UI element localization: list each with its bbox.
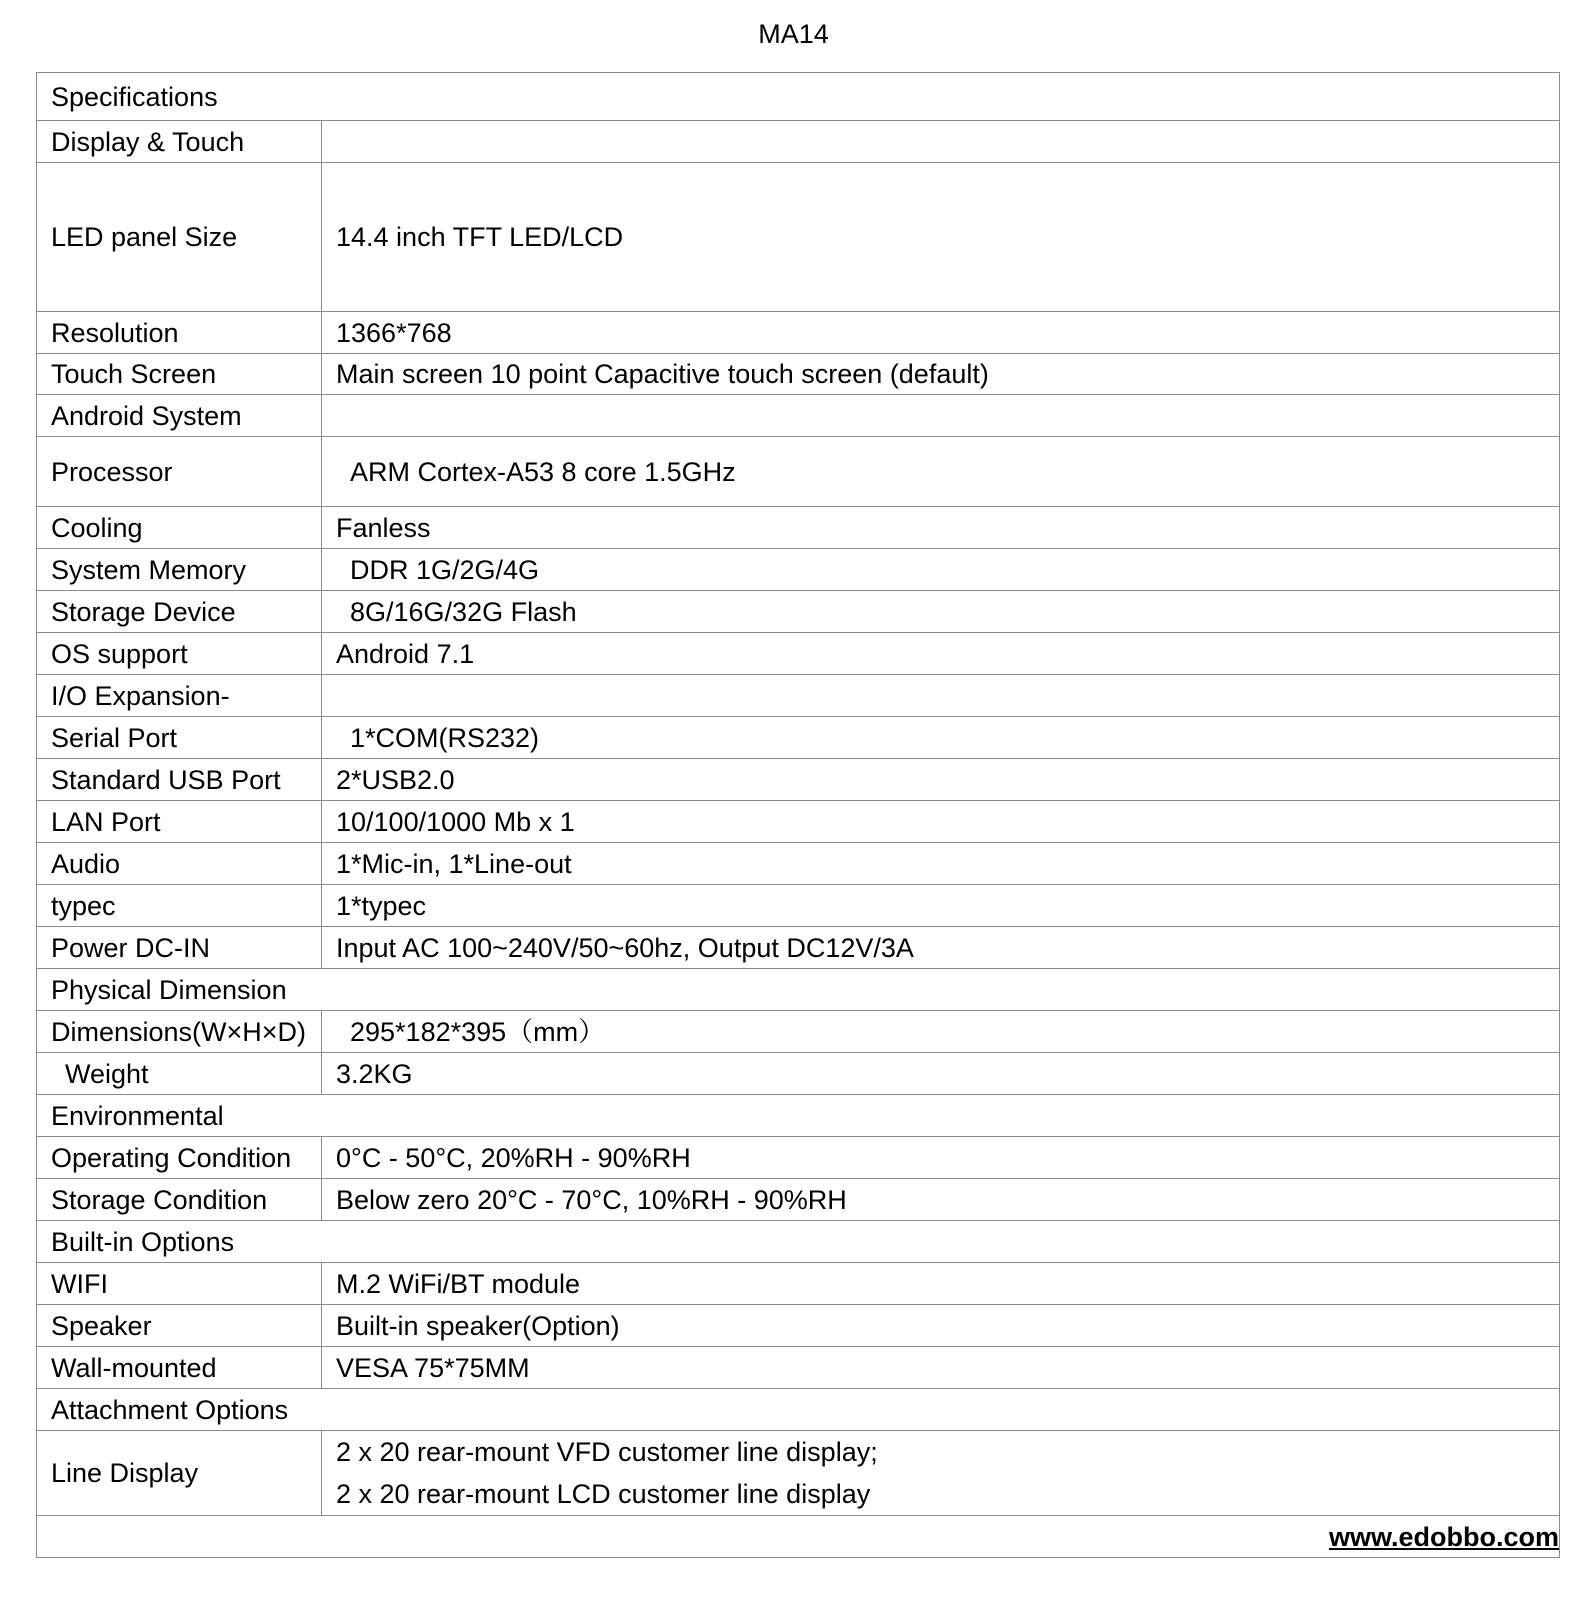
spec-label: Storage Device (37, 591, 322, 633)
table-row (37, 354, 1560, 395)
spec-label: Wall-mounted (37, 1347, 322, 1389)
spec-table (36, 72, 1560, 1558)
spec-value (322, 121, 1560, 163)
spec-value: Android 7.1 (322, 633, 1560, 675)
table-row (37, 163, 1560, 312)
table-row (37, 1053, 1560, 1095)
section-heading-environmental: Environmental (37, 1095, 1560, 1137)
spec-value: 1*Mic-in, 1*Line-out (322, 843, 1560, 885)
spec-value-line: 2 x 20 rear-mount VFD customer line display; (336, 1437, 878, 1467)
document-title: MA14 (758, 19, 829, 49)
spec-label: Standard USB Port (37, 759, 322, 801)
website-link[interactable]: www.edobbo.com (1328, 1521, 1559, 1552)
table-row (37, 437, 1560, 507)
spec-label: Dimensions(W×H×D) (37, 1011, 322, 1053)
spec-value: VESA 75*75MM (322, 1347, 1560, 1389)
spec-value: 1*typec (322, 885, 1560, 927)
spec-value: Built-in speaker(Option) (322, 1305, 1560, 1347)
section-heading-specifications: Specifications (37, 73, 1560, 121)
section-row-environmental (37, 1095, 1560, 1137)
spec-label: Cooling (37, 507, 322, 549)
table-row (37, 395, 1560, 437)
spec-label: Resolution (37, 312, 322, 354)
spec-label: Android System (37, 395, 322, 437)
spec-label: I/O Expansion- (37, 675, 322, 717)
spec-label: Line Display (37, 1431, 322, 1516)
spec-value: 1*COM(RS232) (322, 717, 1560, 759)
table-row (37, 885, 1560, 927)
table-row (37, 549, 1560, 591)
table-row (37, 1347, 1560, 1389)
spec-value: 10/100/1000 Mb x 1 (322, 801, 1560, 843)
section-row-physical (37, 969, 1560, 1011)
table-row (37, 1179, 1560, 1221)
section-heading-builtin: Built-in Options (37, 1221, 1560, 1263)
spec-value: 2*USB2.0 (322, 759, 1560, 801)
spec-label: System Memory (37, 549, 322, 591)
spec-label: Weight (37, 1053, 322, 1095)
spec-value-multiline (322, 1431, 1560, 1516)
spec-label: Processor (37, 437, 322, 507)
table-row (37, 1137, 1560, 1179)
spec-value-line: 2 x 20 rear-mount LCD customer line display (336, 1479, 871, 1509)
spec-label: Touch Screen (37, 354, 322, 395)
table-row (37, 591, 1560, 633)
footer-cell (37, 1516, 1560, 1558)
section-row-specifications (37, 73, 1560, 121)
table-row (37, 717, 1560, 759)
table-row (37, 1011, 1560, 1053)
section-row-builtin (37, 1221, 1560, 1263)
spec-value: Main screen 10 point Capacitive touch screen (default) (322, 354, 1560, 395)
spec-label: LED panel Size (37, 163, 322, 312)
spec-label: LAN Port (37, 801, 322, 843)
spec-label: Speaker (37, 1305, 322, 1347)
spec-value: Input AC 100~240V/50~60hz, Output DC12V/3A (322, 927, 1560, 969)
spec-value: 14.4 inch TFT LED/LCD (322, 163, 1560, 312)
spec-value (322, 395, 1560, 437)
spec-label: typec (37, 885, 322, 927)
spec-label: OS support (37, 633, 322, 675)
table-row (37, 507, 1560, 549)
table-row (37, 1305, 1560, 1347)
table-row (37, 1431, 1560, 1516)
footer-row (37, 1516, 1560, 1558)
spec-label: Power DC-IN (37, 927, 322, 969)
spec-value: 295*182*395（mm） (322, 1011, 1560, 1053)
section-heading-physical: Physical Dimension (37, 969, 1560, 1011)
table-row (37, 633, 1560, 675)
spec-value: M.2 WiFi/BT module (322, 1263, 1560, 1305)
spec-label: WIFI (37, 1263, 322, 1305)
spec-value: 8G/16G/32G Flash (322, 591, 1560, 633)
table-row (37, 843, 1560, 885)
spec-value: 1366*768 (322, 312, 1560, 354)
spec-value: 3.2KG (322, 1053, 1560, 1095)
spec-value: ARM Cortex-A53 8 core 1.5GHz (322, 437, 1560, 507)
spec-label: Display & Touch (37, 121, 322, 163)
spec-value: DDR 1G/2G/4G (322, 549, 1560, 591)
spec-value: Below zero 20°C - 70°C, 10%RH - 90%RH (322, 1179, 1560, 1221)
section-row-attachment (37, 1389, 1560, 1431)
spec-label: Serial Port (37, 717, 322, 759)
spec-label: Operating Condition (37, 1137, 322, 1179)
table-row (37, 927, 1560, 969)
table-row (37, 312, 1560, 354)
spec-value: Fanless (322, 507, 1560, 549)
table-row (37, 1263, 1560, 1305)
section-heading-attachment: Attachment Options (37, 1389, 1560, 1431)
spec-value (322, 675, 1560, 717)
table-row (37, 121, 1560, 163)
table-row (37, 675, 1560, 717)
table-row (37, 801, 1560, 843)
spec-label: Storage Condition (37, 1179, 322, 1221)
table-row (37, 759, 1560, 801)
spec-value: 0°C - 50°C, 20%RH - 90%RH (322, 1137, 1560, 1179)
spec-label: Audio (37, 843, 322, 885)
